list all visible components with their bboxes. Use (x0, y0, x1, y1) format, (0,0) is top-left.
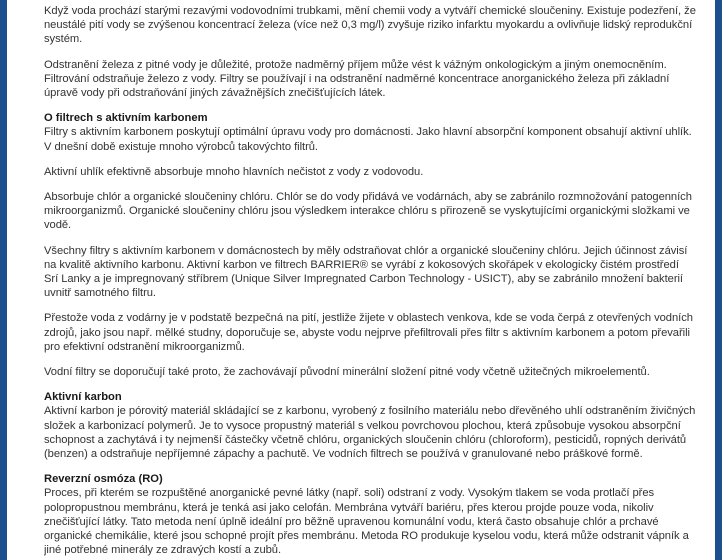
right-border (715, 0, 722, 560)
paragraph-reverse-osmosis: Proces, při kterém se rozpuštěné anorganické pevné látky (např. soli) odstraní z vody. Vysokým tlakem se voda protlačí přes polopropustnou membránu, která je tenká asi jako celofán. Membrána vytváří bariéru, přes kterou projde pouze voda, nikoliv znečišťující látky. Tato metoda není úplně ideální pro běžně upravenou komunální vodu, která často obsahuje chlór a prchavé organické chemikálie, které jsou schopné projít přes membránu. Metoda RO produkuje kyselou vodu, která může odstranit vápník a jiné potřebné minerály ze zdravých kostí a zubů. (44, 487, 689, 557)
paragraph-active-carbon: Aktivní karbon je pórovitý materiál skládající se z karbonu, vyrobený z fosilního materiálu nebo dřevěného uhlí odstraněním živičných složek a karbonizací polymerů. Je to vysoce propustný materiál s velkou povrchovou plochou, která způsobuje vysokou absorpční schopnost a zachytává i ty nejmenší částečky včetně chlóru, organických sloučenin chlóru (chloroform), pesticidů, ropných derivátů (benzen) a odstraňuje nepříjemné zápachy a pachutě. Ve vodních filtrech se používá v granulované nebo práškové formě. (44, 405, 696, 461)
heading-reverse-osmosis: Reverzní osmóza (RO) (44, 473, 163, 486)
paragraph-minerals: Vodní filtry se doporučují také proto, že zachovávají původní minerální složení pitné vody včetně užitečných mikroelementů. (44, 366, 650, 379)
article-body (44, 4, 696, 560)
paragraph-chlorine: Absorbuje chlór a organické sloučeniny chlóru. Chlór se do vody přidává ve vodárnách, aby se zabránilo rozmnožování patogenních mikroorganizmů. Organické sloučeniny chlóru jsou výsledkem interakce chlóru s přirozeně se vyskytujícími organickými složkami ve vodě. (44, 191, 692, 232)
left-border (0, 0, 7, 560)
heading-carbon-filters: O filtrech s aktivním karbonem (44, 112, 208, 125)
paragraph-iron-removal: Odstranění železa z pitné vody je důležité, protože nadměrný příjem může vést k vážným onkologickým a jiným onemocněním. Filtrování odstraňuje železo z vody. Filtry se používají i na odstranění nadměrné koncentrace anorganického železa při základní úpravě vody při odstraňování jiných závažnějších znečišťujících látek. (44, 58, 670, 100)
paragraph-rural-water: Přestože voda z vodárny je v podstatě bezpečná na pití, jestliže žijete v oblastech venkova, kde se voda čerpá z otevřených vodních zdrojů, jako jsou např. mělké studny, doporučuje se, abyste vodu nejprve přefiltrovali přes filtr s aktivním karbonem a potom převařili pro efektivní odstranění mikroorganizmů. (44, 312, 693, 353)
paragraph-barrier-filters: Všechny filtry s aktivním karbonem v domácnostech by měly odstraňovat chlór a organické sloučeniny chlóru. Jejich účinnost závisí na kvalitě aktivního karbonu. Aktivní karbon ve filtrech BARRIER® se vyrábí z kokosových skořápek v ekologicky čistém prostředí Srí Lanky a je impregnovaný stříbrem (Unique Silver Impregnated Carbon Technology - USICT), aby se zabránilo množení bakterií uvnitř samotného filtru. (44, 244, 688, 300)
heading-active-carbon: Aktivní karbon (44, 391, 122, 404)
paragraph-carbon-filters-intro: Filtry s aktivním karbonem poskytují optimální úpravu vody pro domácnosti. Jako hlavní absorpční komponent obsahují aktivní uhlík. V dnešní době existuje mnoho výrobců takovýchto filtrů. (44, 126, 692, 153)
paragraph-iron-pipes: Když voda prochází starými rezavými vodovodními trubkami, mění chemii vody a vytváří chemické sloučeniny. Existuje podezření, že neustálé pití vody se zvýšenou koncentrací železa (více než 0,3 mg/l) zvyšuje riziko infarktu myokardu a ovlivňuje lidský reprodukční systém. (44, 5, 696, 46)
paragraph-carbon-absorbs: Aktivní uhlík efektivně absorbuje mnoho hlavních nečistot z vody z vodovodu. (44, 165, 424, 178)
